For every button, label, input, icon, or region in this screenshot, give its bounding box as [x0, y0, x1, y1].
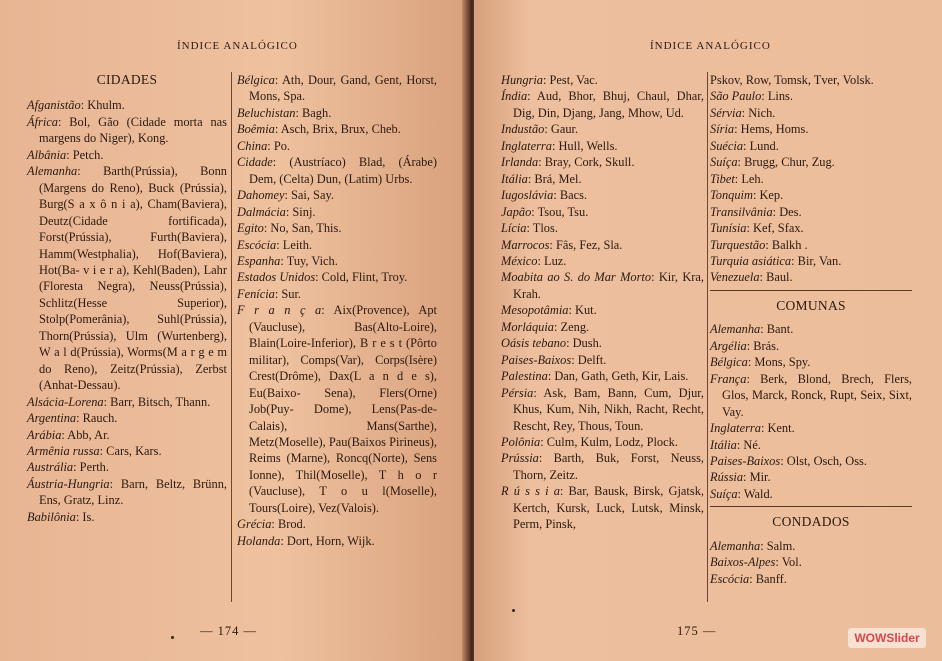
- entry-values: : Bol, Gão (Cidade morta nas margens do Niger), Kong.: [39, 114, 227, 146]
- entry-values: : Asch, Brix, Brux, Cheb.: [274, 122, 401, 137]
- index-entry: [501, 335, 704, 351]
- entry-keyword: Dahomey: [237, 188, 285, 203]
- entry-values: : Dort, Horn, Wijk.: [280, 533, 375, 548]
- entry-keyword: Venezuela: [710, 270, 760, 285]
- entry-keyword: Albânia: [27, 147, 67, 162]
- entry-values: : Tuy, Vich.: [280, 253, 338, 268]
- entry-values: : Luz.: [537, 253, 567, 268]
- entry-keyword: Afganistão: [27, 98, 81, 113]
- entry-keyword: Paises-Baixos: [710, 453, 781, 468]
- entry-values: : Né.: [736, 437, 761, 452]
- entry-values: : Lund.: [743, 138, 779, 153]
- index-entry: [27, 427, 227, 443]
- print-speck: [171, 636, 174, 639]
- entry-values: : Petch.: [66, 147, 104, 162]
- entry-keyword: Alsácia-Lorena: [27, 394, 104, 409]
- entry-values: : Brod.: [271, 517, 306, 532]
- entry-keyword: Alemanha: [710, 322, 761, 337]
- entry-keyword: Argélia: [710, 338, 747, 353]
- entry-values: : Aud, Bhor, Bhuj, Chaul, Dhar, Dig, Din, Djang, Jang, Mhow, Ud.: [513, 89, 704, 120]
- entry-values: : Po.: [267, 138, 291, 153]
- entry-values: : Des.: [772, 204, 802, 219]
- index-column-2: [237, 72, 437, 549]
- index-entry: [710, 338, 912, 354]
- index-entry: [710, 220, 912, 236]
- index-entry: [501, 483, 704, 532]
- index-entry: [237, 187, 437, 203]
- entry-values: : Bagh.: [295, 105, 332, 120]
- entry-values: : Sur.: [274, 286, 302, 301]
- index-entry: [501, 171, 704, 187]
- entry-values: : Brás.: [746, 338, 780, 353]
- index-entry: [501, 319, 704, 335]
- entry-values: : Ath, Dour, Gand, Gent, Horst, Mons, Spa.: [249, 73, 437, 104]
- index-entry: [710, 269, 912, 285]
- index-entry: [237, 533, 437, 549]
- index-entry: [237, 220, 437, 236]
- entry-values: : Bir, Van.: [791, 253, 842, 268]
- index-column-1: [27, 72, 227, 525]
- index-entry: [710, 371, 912, 420]
- entry-values: : Bacs.: [553, 188, 588, 203]
- entry-values: : Brá, Mel.: [527, 171, 582, 186]
- watermark-logo: WOWSlider: [848, 628, 926, 648]
- entry-values: : Lins.: [761, 89, 793, 104]
- entry-keyword: Industão: [501, 122, 545, 137]
- index-entry: [710, 88, 912, 104]
- entry-keyword: Arábia: [27, 427, 62, 442]
- entry-values: : Kent.: [760, 421, 795, 436]
- entry-values: : Berk, Blond, Brech, Flers, Glos, Marck, Ronck, Rupt, Seix, Sixt, Vay.: [722, 371, 912, 419]
- entry-keyword: Itália: [501, 171, 528, 186]
- index-entry: [501, 204, 704, 220]
- entry-values: : Brugg, Chur, Zug.: [737, 155, 835, 170]
- index-entry: [710, 420, 912, 436]
- index-entry: [237, 269, 437, 285]
- index-column-1: [501, 72, 704, 533]
- entry-keyword: Tibet: [710, 171, 735, 186]
- index-entry: [27, 97, 227, 113]
- index-entry: [710, 253, 912, 269]
- index-entry: [710, 138, 912, 154]
- index-entry: [710, 571, 912, 587]
- right-page: [474, 0, 942, 661]
- section-heading: CONDADOS: [772, 514, 850, 530]
- entry-values: : (Austríaco) Blad, (Árabe) Dem, (Celta) Dun, (Latim) Urbs.: [249, 155, 437, 186]
- entry-keyword: Polônia: [501, 434, 541, 449]
- entry-values: : Barth(Prússia), Bonn (Margens do Reno), Buck (Prússia), Burg(S a x ô n i a), Cham(Baviera), Deutz(Cidade fortificada), Forst(Prússia), Furth(Baviera), Hamm(Westphalia), Hof(Baviera), Hot(Ba- v i e r a), Kehl(Baden), Lahr (Floresta Negra), Neuss(Prússia), Schlitz(Hesse Superior), Stolp(Pomerânia), Suhl(Prússia), Thorn(Prússia), Ulm (Wurtenberg), W a l d(Prússia), Worms(M a r g e m do Reno), Zeitz(Prússia), Zerbst (Anhat-Dessau).: [39, 164, 227, 393]
- entry-values: : Rauch.: [76, 411, 118, 426]
- index-entry: [710, 437, 912, 453]
- entry-values: : Banff.: [749, 571, 787, 586]
- entry-keyword: México: [501, 253, 538, 268]
- entry-keyword: Escócia: [237, 237, 277, 252]
- index-entry: [710, 321, 912, 337]
- entry-keyword: Síria: [710, 122, 735, 137]
- index-entry: [501, 220, 704, 236]
- left-page: [0, 0, 468, 661]
- entry-keyword: Hungria: [501, 73, 543, 87]
- entry-keyword: Egito: [237, 221, 264, 236]
- entry-keyword: Prússia: [501, 451, 539, 466]
- index-entry: [501, 385, 704, 434]
- entry-keyword: Inglaterra: [501, 138, 552, 153]
- index-entry: [237, 253, 437, 269]
- entry-keyword: Argentina: [27, 411, 77, 426]
- index-entry: [501, 121, 704, 137]
- entry-values: : Sai, Say.: [284, 188, 334, 203]
- index-entry: [237, 105, 437, 121]
- index-entry: [237, 302, 437, 516]
- index-entry: [501, 302, 704, 318]
- entry-values: : Sinj.: [285, 204, 316, 219]
- entry-keyword: Babilônia: [27, 509, 76, 524]
- index-entry: [501, 154, 704, 170]
- index-entry: [27, 509, 227, 525]
- section-divider: [710, 290, 912, 291]
- entry-keyword: Grécia: [237, 517, 272, 532]
- entry-keyword: Irlanda: [501, 155, 539, 170]
- index-entry: [501, 138, 704, 154]
- index-entry: [710, 105, 912, 121]
- index-entry: [501, 253, 704, 269]
- entry-values: : Aix(Provence), Apt (Vaucluse), Bas(Alto-Loire), Blain(Loire-Inferior), B r e s t (Pôrto militar), Comps(Var), Corps(Isère) Crest(Drôme), Dax(L a n d e s), Eu(Baixo- Sena), Flers(Orne) Job(Puy- Dome), Lens(Pas-de-Calais), Mans(Sarthe), Metz(Moselle), Pau(Baixos Pirineus), Reims (Marne), Roncq(Norte), Sens Ionne), Thil(Moselle), T h o r (Vaucluse), T o u l(Moselle), Tours(Loire), Vez(Valois).: [249, 303, 437, 515]
- entry-values: : Bar, Bausk, Birsk, Gjatsk, Kertch, Kursk, Luck, Lutsk, Minsk, Perm, Pinsk,: [513, 484, 704, 532]
- entry-keyword: Inglaterra: [710, 421, 761, 436]
- entry-values: : Kut.: [568, 303, 597, 318]
- entry-keyword: Morláquia: [501, 319, 555, 334]
- entry-values: Pskov, Row, Tomsk, Tver, Volsk.: [710, 73, 874, 87]
- index-entry: [710, 237, 912, 253]
- entry-values: : Mir.: [743, 470, 771, 485]
- index-entry: [501, 88, 704, 121]
- entry-values: : No, San, This.: [263, 221, 342, 236]
- entry-keyword: Fenícia: [237, 286, 275, 301]
- entry-values: : Gaur.: [544, 122, 579, 137]
- entry-keyword: Bélgica: [237, 73, 275, 87]
- entry-values: : Dush.: [566, 336, 602, 351]
- index-entry: [27, 394, 227, 410]
- entry-keyword: Palestina: [501, 369, 548, 384]
- entry-values: : Balkh .: [765, 237, 808, 252]
- print-speck: [512, 609, 515, 612]
- index-entry: [710, 453, 912, 469]
- entry-keyword: Iugoslávia: [501, 188, 554, 203]
- index-entry: [710, 538, 912, 554]
- index-entry: [710, 171, 912, 187]
- entry-keyword: Bélgica: [710, 355, 748, 370]
- entry-values: : Wald.: [737, 486, 773, 501]
- entry-values: : Leh.: [734, 171, 764, 186]
- index-entry: [501, 187, 704, 203]
- entry-keyword: Alemanha: [27, 164, 78, 179]
- entry-keyword: Boêmia: [237, 122, 275, 137]
- running-head: ÍNDICE ANALÓGICO: [650, 40, 771, 52]
- entry-keyword: Paises-Baixos: [501, 352, 572, 367]
- entry-values: : Khulm.: [80, 98, 125, 113]
- entry-keyword: Índia: [501, 89, 528, 104]
- entry-values: : Leith.: [276, 237, 313, 252]
- entry-values: : Kef, Sfax.: [746, 221, 804, 236]
- index-entry: [237, 237, 437, 253]
- entry-keyword: Suíça: [710, 486, 738, 501]
- entry-keyword: China: [237, 138, 268, 153]
- index-entry: [27, 410, 227, 426]
- entry-keyword: São Paulo: [710, 89, 762, 104]
- entry-keyword: R ú s s i a: [501, 484, 560, 499]
- entry-keyword: Suécia: [710, 138, 744, 153]
- index-entry: [710, 354, 912, 370]
- entry-keyword: África: [27, 114, 58, 129]
- entry-keyword: Cidade: [237, 155, 273, 170]
- index-entry: [501, 352, 704, 368]
- section-divider: [710, 506, 912, 507]
- index-entry: [27, 163, 227, 393]
- index-entry: [710, 486, 912, 502]
- entry-keyword: Turquia asiática: [710, 253, 792, 268]
- index-entry: [710, 187, 912, 203]
- entry-values: : Culm, Kulm, Lodz, Plock.: [540, 434, 678, 449]
- index-entry: [27, 459, 227, 475]
- index-entry: [710, 154, 912, 170]
- running-head: ÍNDICE ANALÓGICO: [177, 40, 298, 52]
- entry-keyword: Tonquim: [710, 188, 753, 203]
- entry-values: : Tsou, Tsu.: [531, 204, 589, 219]
- index-entry: [710, 121, 912, 137]
- entry-keyword: Suíça: [710, 155, 738, 170]
- page-number: 175 —: [677, 624, 717, 638]
- entry-keyword: Itália: [710, 437, 737, 452]
- entry-values: : Zeng.: [554, 319, 590, 334]
- entry-values: : Is.: [75, 509, 95, 524]
- index-entry: [710, 204, 912, 220]
- entry-keyword: Mesopotâmia: [501, 303, 569, 318]
- index-column-2: [710, 72, 912, 587]
- entry-keyword: Oásis tebano: [501, 336, 567, 351]
- index-entry: [501, 72, 704, 88]
- entry-values: : Nich.: [741, 105, 776, 120]
- index-entry: [237, 138, 437, 154]
- entry-values: : Hems, Homs.: [734, 122, 809, 137]
- entry-keyword: Turquestão: [710, 237, 766, 252]
- entry-keyword: Áustria-Hungria: [27, 476, 110, 491]
- index-entry: [237, 286, 437, 302]
- entry-values: : Hull, Wells.: [551, 138, 618, 153]
- index-entry: [501, 434, 704, 450]
- index-entry: [710, 72, 912, 88]
- index-entry: [501, 269, 704, 302]
- column-rule: [707, 72, 708, 602]
- entry-values: : Baul.: [759, 270, 793, 285]
- entry-values: : Bray, Cork, Skull.: [538, 155, 635, 170]
- entry-values: : Fâs, Fez, Sla.: [549, 237, 623, 252]
- entry-keyword: Holanda: [237, 533, 281, 548]
- entry-values: : Olst, Osch, Oss.: [780, 453, 867, 468]
- entry-values: : Bant.: [760, 322, 794, 337]
- entry-values: : Pest, Vac.: [543, 73, 598, 87]
- index-entry: [237, 121, 437, 137]
- index-entry: [237, 154, 437, 187]
- entry-keyword: Lícia: [501, 221, 527, 236]
- entry-keyword: Sérvia: [710, 105, 742, 120]
- entry-values: : Kep.: [752, 188, 784, 203]
- index-entry: [501, 368, 704, 384]
- index-entry: [27, 114, 227, 147]
- entry-values: : Cars, Kars.: [99, 443, 162, 458]
- entry-keyword: Armênia russa: [27, 443, 100, 458]
- entry-keyword: Alemanha: [710, 538, 761, 553]
- entry-values: : Dan, Gath, Geth, Kir, Lais.: [547, 369, 689, 384]
- entry-keyword: Transilvânia: [710, 204, 773, 219]
- index-entry: [27, 476, 227, 509]
- entry-keyword: Marrocos: [501, 237, 550, 252]
- index-entry: [501, 450, 704, 483]
- entry-values: : Tlos.: [526, 221, 558, 236]
- entry-keyword: F r a n ç a: [237, 303, 322, 318]
- entry-keyword: Rússia: [710, 470, 744, 485]
- index-entry: [27, 147, 227, 163]
- entry-values: : Barr, Bitsch, Thann.: [103, 394, 211, 409]
- column-rule: [231, 72, 232, 602]
- entry-keyword: Pérsia: [501, 385, 534, 400]
- entry-keyword: Espanha: [237, 253, 281, 268]
- index-entry: [237, 516, 437, 532]
- entry-keyword: França: [710, 371, 747, 386]
- entry-values: : Barn, Beltz, Brünn, Ens, Gratz, Linz.: [39, 476, 227, 508]
- entry-values: : Ask, Bam, Bann, Cum, Djur, Khus, Kum, Nih, Nikh, Racht, Recht, Rescht, Rey, Thous, Toun.: [513, 385, 704, 433]
- entry-keyword: Estados Unidos: [237, 270, 316, 285]
- entry-values: : Salm.: [760, 538, 796, 553]
- entry-keyword: Moabita ao S. do Mar Morto: [501, 270, 652, 285]
- index-entry: [501, 237, 704, 253]
- index-entry: [710, 469, 912, 485]
- entry-keyword: Austrália: [27, 460, 74, 475]
- index-entry: [237, 204, 437, 220]
- entry-keyword: Dalmácia: [237, 204, 286, 219]
- entry-keyword: Japão: [501, 204, 532, 219]
- entry-values: : Kir, Kra, Krah.: [513, 270, 704, 301]
- index-entry: [237, 72, 437, 105]
- entry-values: : Abb, Ar.: [61, 427, 110, 442]
- entry-values: : Mons, Spy.: [747, 355, 811, 370]
- section-heading: CIDADES: [96, 72, 158, 87]
- entry-values: : Perth.: [73, 460, 109, 475]
- entry-keyword: Beluchistan: [237, 105, 296, 120]
- entry-values: : Barth, Buk, Forst, Neuss, Thorn, Zeitz.: [513, 451, 704, 482]
- entry-keyword: Baixos-Alpes: [710, 555, 776, 570]
- entry-values: : Vol.: [775, 555, 802, 570]
- page-number: — 174 —: [200, 624, 257, 638]
- index-entry: [710, 554, 912, 570]
- entry-keyword: Escócia: [710, 571, 750, 586]
- entry-keyword: Tunísia: [710, 221, 747, 236]
- entry-values: : Cold, Flint, Troy.: [315, 270, 408, 285]
- section-heading: COMUNAS: [776, 297, 846, 313]
- entry-values: : Delft.: [571, 352, 607, 367]
- index-entry: [27, 443, 227, 459]
